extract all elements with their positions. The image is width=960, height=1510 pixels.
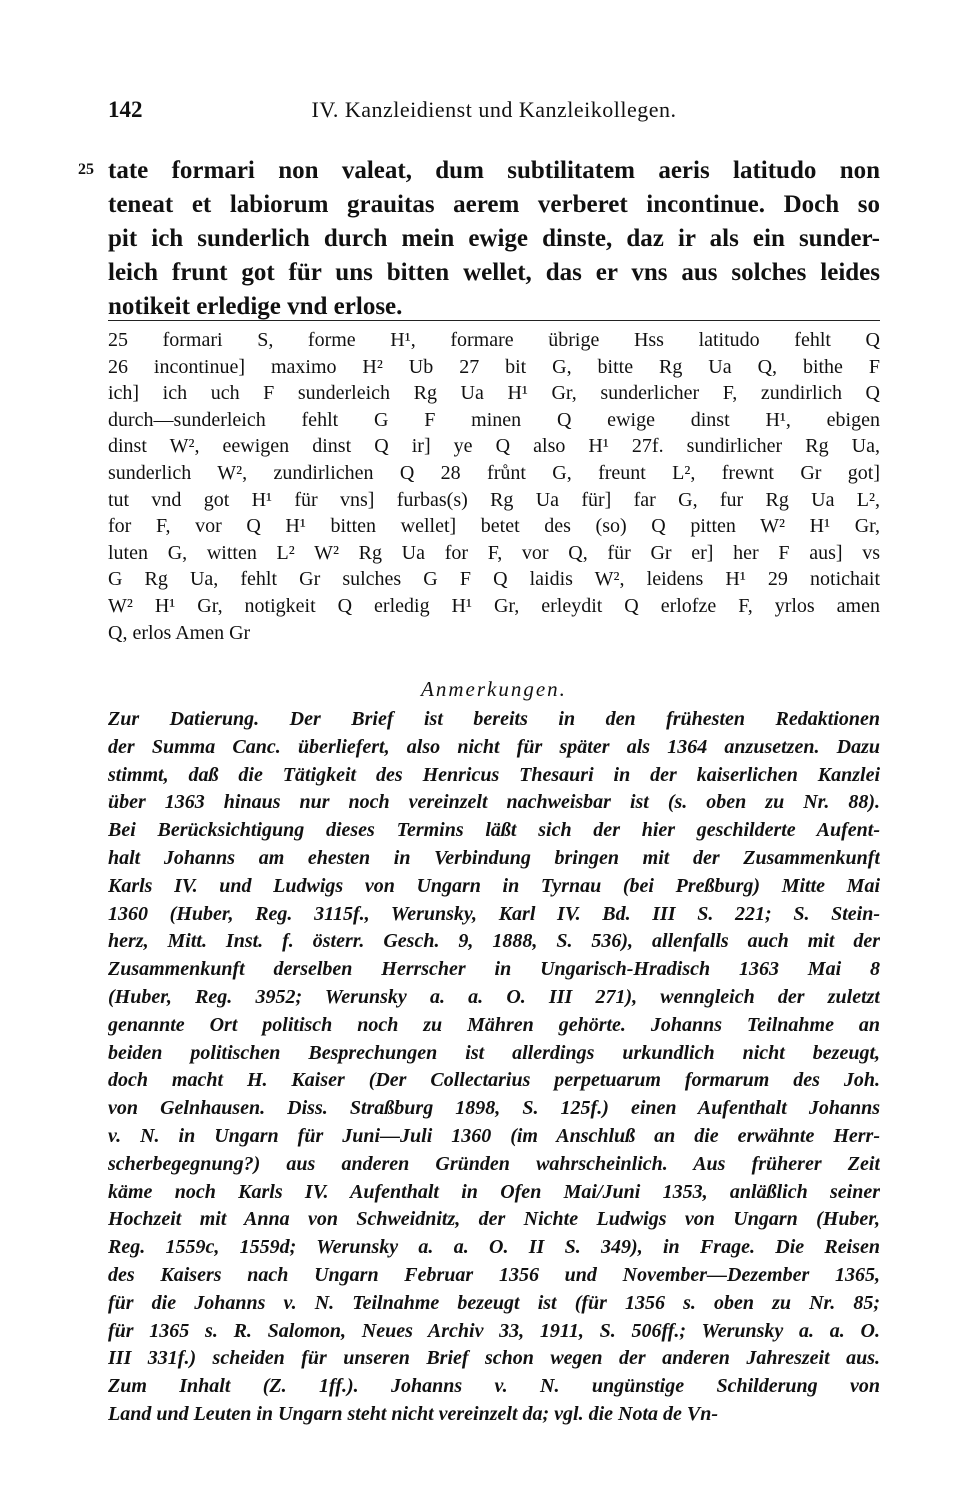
apparatus-line: for F, vor Q H¹ bitten wellet] betet des (so) Q pitten W² H¹ Gr, [108, 515, 880, 538]
note-line: für die Johanns v. N. Teilnahme bezeugt ist (für 1356 s. oben zu Nr. 85; [108, 1291, 880, 1314]
note-line: 1360 (Huber, Reg. 3115f., Werunsky, Karl IV. Bd. III S. 221; S. Stein- [108, 902, 880, 925]
main-text-line: notikeit erledige vnd erlose. [108, 293, 403, 320]
apparatus-line: ich] ich uch F sunderleich Rg Ua H¹ Gr, sunderlicher F, zundirlich Q [108, 382, 880, 405]
note-line: Zum Inhalt (Z. 1ff.). Johanns v. N. ungünstige Schilderung von [108, 1375, 880, 1398]
apparatus-line: W² H¹ Gr, notigkeit Q erledig H¹ Gr, erleydit Q erlofze F, yrlos amen [108, 594, 880, 617]
note-line: Hochzeit mit Anna von Schweidnitz, der Nichte Ludwigs von Ungarn (Huber, [108, 1208, 880, 1231]
note-line: des Kaisers nach Ungarn Februar 1356 und November—Dezember 1365, [108, 1263, 880, 1286]
note-line: Zur Datierung. Der Brief ist bereits in den frühesten Redaktionen [108, 708, 880, 730]
main-text-line: pit ich sunderlich durch mein ewige dinste, daz ir als ein sunder- [108, 225, 880, 252]
main-text-block [108, 154, 880, 324]
apparatus-line: sunderlich W², zundirlichen Q 28 frůnt G, freunt L², frewnt Gr got] [108, 461, 880, 484]
note-line: Zusammenkunft derselben Herrscher in Ungarisch-Hradisch 1363 Mai 8 [108, 958, 880, 981]
apparatus-line: G Rg Ua, fehlt Gr sulches G F Q laidis W², leidens H¹ 29 notichait [108, 568, 880, 591]
page-number: 142 [108, 97, 143, 122]
note-line: über 1363 hinaus nur noch vereinzelt nachweisbar ist (s. oben zu Nr. 88). [108, 791, 880, 814]
note-line: stimmt, daß die Tätigkeit des Henricus Thesauri in der kaiserlichen Kanzlei [108, 763, 880, 786]
note-line: beiden politischen Besprechungen ist allerdings urkundlich nicht bezeugt, [108, 1041, 880, 1064]
apparatus-line: tut vnd got H¹ für vns] furbas(s) Rg Ua für] far G, fur Rg Ua L², [108, 488, 880, 511]
apparatus-line: 26 incontinue] maximo H² Ub 27 bit G, bitte Rg Ua Q, bithe F [108, 355, 880, 378]
note-line: doch macht H. Kaiser (Der Collectarius perpetuarum formarum des Joh. [108, 1069, 880, 1092]
note-line: halt Johanns am ehesten in Verbindung bringen mit der Zusammenkunft [108, 846, 880, 869]
critical-apparatus [108, 327, 880, 646]
main-text-line: teneat et labiorum grauitas aerem verberet incontinue. Doch so [108, 191, 880, 218]
note-line: III 331f.) scheiden für unseren Brief schon wegen der anderen Jahreszeit aus. [108, 1347, 880, 1370]
note-line: v. N. in Ungarn für Juni—Juli 1360 (im Anschluß an die erwähnte Herr- [108, 1124, 880, 1147]
apparatus-line: durch—sunderleich fehlt G F minen Q ewige dinst H¹, ebigen [108, 408, 880, 431]
page-header [108, 97, 880, 127]
main-text-line: tate formari non valeat, dum subtilitatem aeris latitudo non [108, 157, 880, 184]
note-line: genannte Ort politisch noch zu Mähren gehörte. Johanns Teilnahme an [108, 1013, 880, 1036]
note-line: käme noch Karls IV. Aufenthalt in Ofen Mai/Juni 1353, anläßlich seiner [108, 1180, 880, 1203]
notes-block [108, 706, 880, 1429]
note-line: Land und Leuten in Ungarn steht nicht vereinzelt da; vgl. die Nota de Vn- [108, 1402, 719, 1425]
note-line: Bei Berücksichtigung dieses Termins läßt sich der hier geschilderte Aufent- [108, 819, 880, 842]
main-text-line: leich frunt got für uns bitten wellet, das er vns aus solches leides [108, 259, 880, 286]
running-head: IV. Kanzleidienst und Kanzleikollegen. [311, 97, 677, 122]
margin-line-number: 25 [78, 161, 94, 178]
note-line: von Gelnhausen. Diss. Straßburg 1898, S. 125f.) einen Aufenthalt Johanns [108, 1097, 880, 1120]
apparatus-line: dinst W², eewigen dinst Q ir] ye Q also H¹ 27f. sundirlicher Rg Ua, [108, 435, 880, 458]
apparatus-line: Q, erlos Amen Gr [108, 621, 251, 644]
note-line: der Summa Canc. überliefert, also nicht für später als 1364 anzusetzen. Dazu [108, 735, 880, 758]
note-line: Reg. 1559c, 1559d; Werunsky a. a. O. II S. 349), in Frage. Die Reisen [108, 1236, 880, 1259]
notes-heading: Anmerkungen. [421, 677, 567, 701]
apparatus-line: 25 formari S, forme H¹, formare übrige Hss latitudo fehlt Q [108, 329, 880, 351]
note-line: (Huber, Reg. 3952; Werunsky a. a. O. III 271), wenngleich der zuletzt [108, 985, 880, 1008]
apparatus-divider [108, 320, 880, 321]
note-line: Karls IV. und Ludwigs von Ungarn in Tyrnau (bei Preßburg) Mitte Mai [108, 874, 880, 897]
note-line: scherbegegnung?) aus anderen Gründen wahrscheinlich. Aus früherer Zeit [108, 1152, 880, 1175]
note-line: herz, Mitt. Inst. f. österr. Gesch. 9, 1888, S. 536), allenfalls auch mit der [108, 930, 880, 953]
note-line: für 1365 s. R. Salomon, Neues Archiv 33, 1911, S. 506ff.; Werunsky a. a. O. [108, 1319, 880, 1342]
apparatus-line: luten G, witten L² W² Rg Ua for F, vor Q, für Gr er] her F aus] vs [108, 541, 880, 564]
